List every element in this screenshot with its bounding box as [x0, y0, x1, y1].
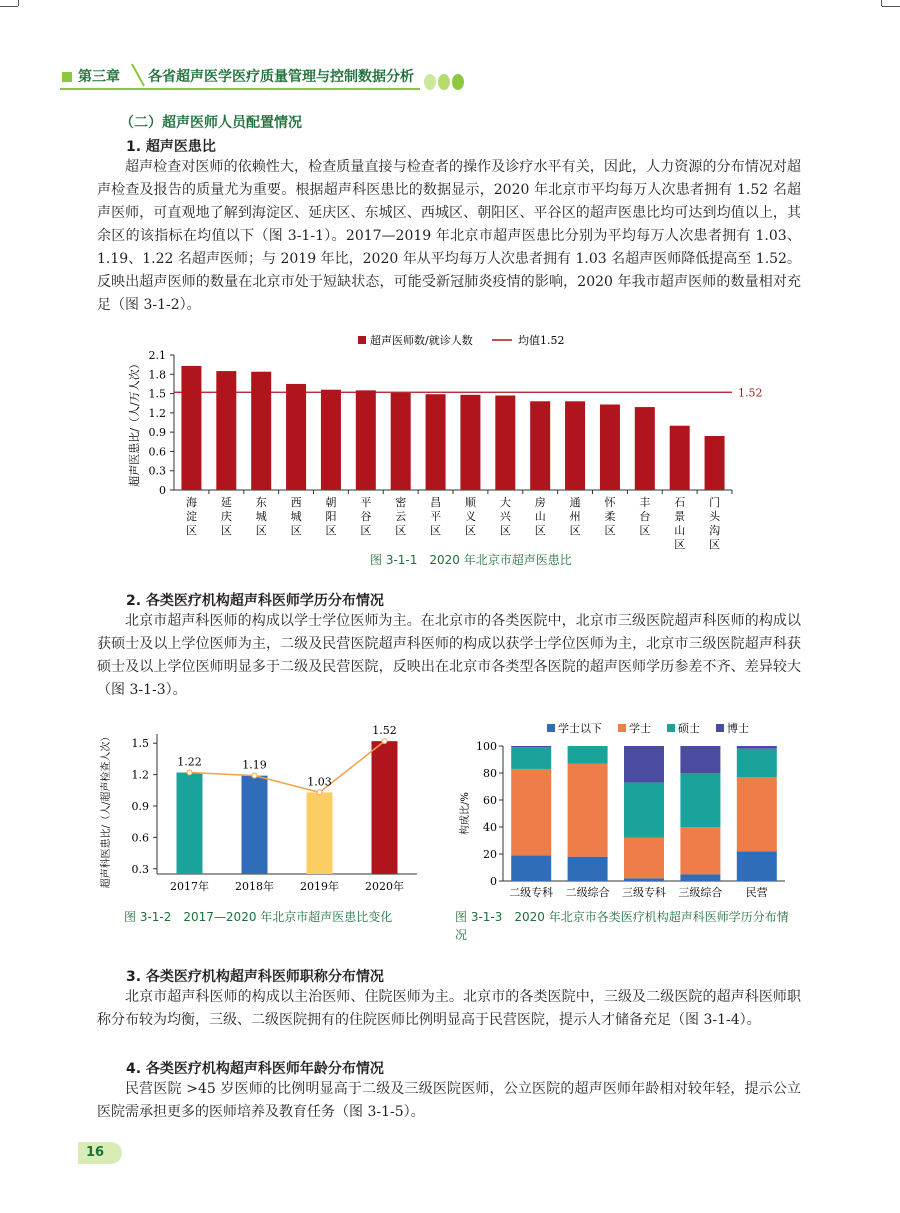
trend-point [187, 770, 192, 775]
chapter-title: 各省超声医学医疗质量管理与控制数据分析 [148, 69, 414, 85]
x-tick-label: 山 [674, 524, 686, 537]
subsection-title-4: 4. 各类医疗机构超声科医师年龄分布情况 [126, 1061, 384, 1077]
x-tick-label: 区 [534, 524, 546, 537]
x-tick-label: 丰 [639, 496, 651, 509]
x-tick-label: 2017年 [170, 880, 209, 893]
stacked-bar-segment [680, 827, 720, 874]
bar [372, 741, 398, 874]
x-tick-label: 区 [325, 524, 337, 537]
bar [181, 366, 201, 490]
x-tick-label: 城 [255, 510, 267, 523]
x-tick-label: 州 [569, 510, 581, 523]
x-tick-label: 区 [569, 524, 581, 537]
x-tick-label: 密 [395, 496, 407, 509]
header-leaves-icon [418, 72, 470, 92]
bar [251, 372, 271, 490]
stacked-bar-segment [511, 855, 551, 881]
y-tick-label: 0.6 [131, 831, 149, 845]
stacked-bar-segment [511, 747, 551, 769]
x-tick-label: 西 [290, 496, 302, 509]
x-tick-label: 柔 [604, 510, 616, 523]
x-tick-label: 义 [464, 510, 476, 523]
y-tick-label: 0.9 [148, 426, 166, 440]
y-axis-label: 构成比/% [460, 792, 471, 835]
crop-mark [0, 6, 18, 7]
stacked-bar-segment [737, 749, 777, 777]
x-tick-label: 三级专科 [622, 886, 666, 899]
chart-3-1-3 [455, 718, 795, 900]
x-tick-label: 二级综合 [565, 886, 610, 899]
x-tick-label: 门 [709, 496, 721, 509]
legend-label: 博士 [727, 722, 749, 735]
x-tick-label: 淀 [185, 510, 197, 523]
page-number: 16 [86, 1145, 105, 1160]
x-tick-label: 二级专科 [509, 886, 554, 899]
data-label: 1.19 [242, 758, 267, 772]
x-tick-label: 2018年 [235, 880, 274, 893]
y-tick-label: 2.1 [148, 349, 166, 362]
x-tick-label: 城 [290, 510, 302, 523]
subsection-title-1: 1. 超声医患比 [126, 139, 216, 155]
x-tick-label: 怀 [604, 496, 616, 509]
y-tick-label: 1.5 [148, 387, 166, 401]
y-tick-label: 1.8 [148, 368, 166, 382]
stacked-bar-segment [624, 878, 664, 881]
x-tick-label: 平 [430, 510, 442, 523]
x-tick-label: 区 [360, 524, 372, 537]
y-tick-label: 0.3 [131, 862, 149, 876]
data-label: 1.03 [307, 775, 332, 789]
y-axis-label: 超声科医患比/（人/超声检查人次） [101, 731, 112, 889]
x-tick-label: 谷 [360, 510, 372, 523]
x-tick-label: 阳 [325, 510, 337, 523]
chart-3-1-1 [100, 324, 800, 554]
paragraph-2 [97, 610, 801, 702]
stacked-bar-segment [680, 746, 720, 773]
x-tick-label: 景 [674, 510, 686, 523]
paragraph-1-text: 超声检查对医师的依赖性大，检查质量直接与检查者的操作及诊疗水平有关，因此，人力资源的分布情况对超声检查及报告的质量尤为重要。根据超声科医患比的数据显示，2020 年北京市平均每万人次患者拥有 1.52 名超声医师，可直观地了解到海淀区、延庆区、东城区、西城区、朝阳区、平谷区的超声医患比均可达到均值以上，其余区的该指标在均值以下（图 3-1-1）。2017—2019 年北京市超声医患比分别为平均每万人次患者拥有 1.03、1.19、1.22 名超声医师；与 2019 年比，2020 年从平均每万人次患者拥有 1.03 名超声医师降低提高至 1.52。反映出超声医师的数量在北京市处于短缺状态，可能受新冠肺炎疫情的影响，2020 年我市超声医师的数量相对充足（图 3-1-2）。 [97, 159, 801, 313]
legend-label-line: 均值1.52 [518, 334, 565, 347]
bar [600, 405, 620, 491]
x-tick-label: 山 [534, 510, 546, 523]
figure-caption-3: 图 3-1-3 2020 年北京市各类医疗机构超声科医师学历分布情况 [455, 910, 789, 942]
bar [177, 773, 203, 874]
legend-swatch [618, 724, 626, 732]
x-tick-label: 区 [674, 538, 686, 551]
data-label: 1.22 [177, 755, 202, 769]
bar [530, 401, 550, 490]
x-tick-label: 区 [639, 524, 651, 537]
x-tick-label: 区 [499, 524, 511, 537]
x-tick-label: 区 [430, 524, 442, 537]
figure-caption-1: 图 3-1-1 2020 年北京市超声医患比 [370, 553, 572, 567]
legend-label: 硕士 [678, 722, 700, 735]
legend-swatch [667, 724, 675, 732]
paragraph-3-text: 北京市超声科医师的构成以主治医师、住院医师为主。北京市的各类医院中，三级及二级医院的超声科医师职称分布较为均衡，三级、二级医院拥有的住院医师比例明显高于民营医院，提示人才储备充足（图 3-1-4）。 [97, 989, 801, 1028]
x-tick-label: 区 [255, 524, 267, 537]
bar [635, 407, 655, 490]
x-tick-label: 2019年 [300, 880, 339, 893]
y-tick-label: 100 [476, 740, 497, 753]
stacked-bar-segment [737, 851, 777, 881]
x-tick-label: 房 [534, 496, 546, 509]
legend-label: 学士 [629, 722, 651, 735]
bar [426, 394, 446, 490]
x-tick-label: 区 [220, 524, 232, 537]
section-title: （二）超声医师人员配置情况 [120, 115, 302, 131]
x-tick-label: 东 [255, 496, 267, 509]
stacked-bar-segment [624, 746, 664, 782]
paragraph-4-text: 民营医院 >45 岁医师的比例明显高于二级及三级医院医师，公立医院的超声医师年龄相对较年轻，提示公立医院需承担更多的医师培养及教育任务（图 3-1-5）。 [97, 1081, 801, 1120]
x-tick-label: 民营 [745, 886, 768, 899]
x-tick-label: 庆 [220, 510, 232, 523]
x-tick-label: 海 [185, 496, 197, 509]
bar [565, 401, 585, 490]
stacked-bar-segment [624, 782, 664, 837]
x-tick-label: 区 [604, 524, 616, 537]
crop-mark [881, 0, 882, 6]
y-tick-label: 0 [490, 875, 497, 888]
y-tick-label: 0 [159, 484, 166, 497]
legend-swatch [716, 724, 724, 732]
y-tick-label: 60 [483, 794, 497, 807]
x-tick-label: 兴 [499, 510, 511, 523]
y-tick-label: 1.5 [131, 737, 149, 751]
data-label: 1.52 [372, 724, 397, 738]
trend-point [317, 790, 322, 795]
x-tick-label: 头 [709, 510, 721, 523]
chapter-label: 第三章 [78, 69, 120, 85]
y-tick-label: 0.3 [148, 464, 166, 478]
x-tick-label: 平 [360, 496, 372, 509]
x-tick-label: 沟 [709, 524, 721, 537]
x-tick-label: 区 [185, 524, 197, 537]
x-tick-label: 石 [674, 496, 686, 509]
trend-point [382, 739, 387, 744]
bar [670, 426, 690, 490]
legend-swatch [547, 724, 555, 732]
stacked-bar-segment [737, 777, 777, 851]
subsection-title-3: 3. 各类医疗机构超声科医师职称分布情况 [126, 969, 384, 985]
stacked-bar-segment [568, 857, 608, 881]
y-tick-label: 80 [483, 767, 497, 780]
bar [286, 384, 306, 490]
figure-caption-2: 图 3-1-2 2017—2020 年北京市超声医患比变化 [124, 910, 393, 924]
x-tick-label: 区 [290, 524, 302, 537]
stacked-bar-segment [511, 769, 551, 855]
stacked-bar-segment [624, 838, 664, 879]
stacked-bar-segment [568, 746, 608, 764]
x-tick-label: 大 [499, 496, 511, 509]
x-tick-label: 延 [220, 496, 232, 509]
y-tick-label: 0.6 [148, 445, 166, 459]
bar [216, 371, 236, 490]
x-tick-label: 云 [395, 510, 407, 523]
trend-line [190, 741, 385, 792]
chart-3-1-2 [95, 718, 425, 900]
legend-label-bar: 超声医师数/就诊人数 [370, 334, 473, 347]
bar [391, 393, 411, 490]
legend-label: 学士以下 [558, 722, 602, 735]
y-tick-label: 20 [483, 848, 497, 861]
stacked-bar-segment [680, 874, 720, 881]
bar [356, 390, 376, 490]
crop-mark [18, 0, 19, 6]
x-tick-label: 三级综合 [678, 886, 723, 899]
legend-swatch-bar [358, 336, 366, 344]
x-tick-label: 2020年 [365, 880, 404, 893]
y-axis-label: 超声医患比/（人/万人次） [128, 358, 141, 487]
y-tick-label: 0.9 [131, 800, 149, 813]
header-rule [60, 88, 420, 90]
y-tick-label: 1.2 [131, 768, 149, 782]
bar [460, 395, 480, 490]
subsection-title-2: 2. 各类医疗机构超声科医师学历分布情况 [126, 593, 384, 609]
stacked-bar-segment [680, 773, 720, 827]
x-tick-label: 区 [395, 524, 407, 537]
paragraph-3 [97, 986, 801, 1032]
x-tick-label: 区 [464, 524, 476, 537]
header-divider-icon [128, 62, 148, 88]
bar [321, 390, 341, 490]
bar [705, 436, 725, 490]
stacked-bar-segment [737, 746, 777, 749]
mean-label: 1.52 [738, 386, 763, 400]
bar [242, 776, 268, 874]
x-tick-label: 通 [569, 496, 581, 509]
x-tick-label: 朝 [325, 496, 337, 509]
y-tick-label: 1.2 [148, 406, 166, 420]
stacked-bar-segment [511, 746, 551, 747]
header-square-icon [62, 72, 72, 82]
y-tick-label: 40 [483, 821, 497, 834]
paragraph-2-text: 北京市超声科医师的构成以学士学位医师为主。在北京市的各类医院中，北京市三级医院超声科医师的构成以获硕士及以上学位医师为主，二级及民营医院超声科医师的构成以获学士学位医师为主，北京市三级医院超声科获硕士及以上学位医师明显多于二级及民营医院，反映出在北京市各类型各医院的超声医师学历参差不齐、差异较大（图 3-1-3）。 [97, 613, 801, 698]
stacked-bar-segment [568, 764, 608, 857]
paragraph-1 [97, 156, 801, 317]
x-tick-label: 顺 [464, 496, 476, 509]
trend-point [252, 773, 257, 778]
x-tick-label: 台 [639, 510, 651, 523]
paragraph-4 [97, 1078, 801, 1124]
x-tick-label: 区 [709, 538, 721, 551]
x-tick-label: 昌 [430, 496, 442, 509]
bar [307, 792, 333, 874]
bar [495, 396, 515, 491]
crop-mark [882, 6, 900, 7]
